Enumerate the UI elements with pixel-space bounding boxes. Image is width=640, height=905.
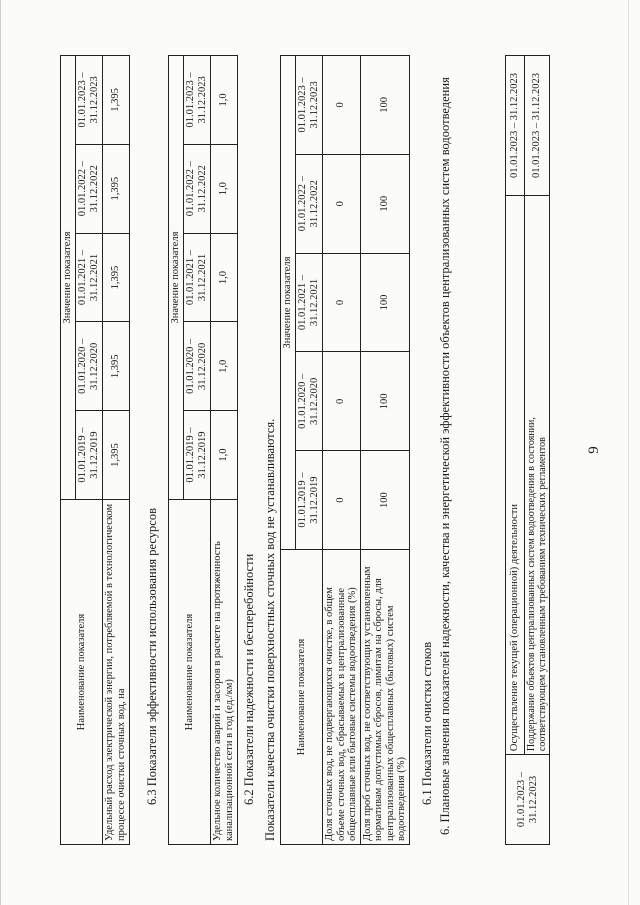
table-row (103, 56, 130, 845)
indicator-name-cell: Доля проб сточных вод, не соответствующих установленным нормативам допустимых сбросов, лимитам на сбросы, для централизованных общесплавных (бытовых) систем водоотведения (%) (360, 550, 409, 845)
period-header: 01.01.2019 – 31.12.2019 (76, 411, 103, 500)
name-header: Наименование показателя (61, 500, 103, 845)
value-cell: 1,395 (103, 411, 130, 500)
period-header: 01.01.2023 – 31.12.2023 (76, 56, 103, 145)
page-number: 9 (586, 446, 602, 454)
indicator-name-cell: Доля сточных вод, не подвергающихся очистке, в общем объеме сточных вод, сбрасываемых в централизованные общесплавные или бытовые системы водоотведения (%) (323, 550, 361, 845)
section-6-heading: 6. Плановые значения показателей надежности, качества и энергетической эффективности объектов централизованных систем водоотведения (438, 77, 452, 835)
value-header: Значение показателя (281, 56, 296, 550)
value-cell: 1,395 (103, 56, 130, 145)
indicator-name-cell: Удельное количество аварий и засоров в расчете на протяженность канализационной сети в год (ед./км) (211, 500, 238, 845)
value-cell: 100 (360, 451, 409, 550)
value-cell: 0 (323, 154, 361, 253)
period-header: 01.01.2021 – 31.12.2021 (296, 253, 323, 352)
period-header: 01.01.2022 – 31.12.2022 (184, 144, 211, 233)
value-cell: 100 (360, 56, 409, 155)
operations-period-cell: 01.01.2023 – 31.12.2023 (506, 755, 550, 845)
period-header: 01.01.2019 – 31.12.2019 (296, 451, 323, 550)
period-header: 01.01.2023 – 31.12.2023 (296, 56, 323, 155)
table-row (506, 56, 525, 845)
scan-edge (0, 0, 1, 905)
value-cell: 0 (323, 253, 361, 352)
period-header: 01.01.2019 – 31.12.2019 (184, 411, 211, 500)
value-cell: 1,0 (211, 233, 238, 322)
section-6-1-heading: 6.1 Показатели очистки стоков (420, 641, 434, 805)
operations-dates-cell: 01.01.2023 – 31.12.2023 (506, 56, 525, 196)
value-cell: 0 (323, 56, 361, 155)
operations-table (505, 55, 550, 845)
table-row (211, 56, 238, 845)
period-header: 01.01.2022 – 31.12.2022 (76, 144, 103, 233)
surface-water-note: Показатели качества очистки поверхностных сточных вод не устанавливаются. (263, 418, 277, 841)
value-cell: 1,395 (103, 233, 130, 322)
name-header: Наименование показателя (281, 550, 323, 845)
value-cell: 0 (323, 451, 361, 550)
period-header: 01.01.2020 – 31.12.2020 (296, 352, 323, 451)
section-6-2-heading: 6.2 Показатели надежности и бесперебойности (242, 553, 256, 805)
resource-efficiency-table (60, 55, 130, 845)
section-6-3-heading: 6.3 Показатели эффективности использования ресурсов (145, 508, 159, 805)
indicator-name-cell: Удельный расход электрической энергии, потребляемой в технологическом процессе очистки сточных вод, на (103, 500, 130, 845)
period-header: 01.01.2022 – 31.12.2022 (296, 154, 323, 253)
value-cell: 1,0 (211, 56, 238, 145)
table-row (281, 56, 296, 845)
operations-activity-cell: Осуществление текущей (операционной) деятельности (506, 195, 525, 754)
value-cell: 1,0 (211, 411, 238, 500)
table-row (169, 56, 184, 845)
table-row (61, 56, 76, 845)
period-header: 01.01.2021 – 31.12.2021 (184, 233, 211, 322)
period-header: 01.01.2020 – 31.12.2020 (184, 322, 211, 411)
value-cell: 1,0 (211, 144, 238, 233)
table-row (525, 56, 550, 845)
name-header: Наименование показателя (169, 500, 211, 845)
value-cell: 100 (360, 154, 409, 253)
value-cell: 1,0 (211, 322, 238, 411)
value-header: Значение показателя (169, 56, 184, 500)
value-cell: 0 (323, 352, 361, 451)
value-cell: 1,395 (103, 322, 130, 411)
value-cell: 100 (360, 253, 409, 352)
value-cell: 1,395 (103, 144, 130, 233)
value-cell: 100 (360, 352, 409, 451)
period-header: 01.01.2021 – 31.12.2021 (76, 233, 103, 322)
table-row (323, 56, 361, 845)
operations-dates-cell: 01.01.2023 – 31.12.2023 (525, 56, 550, 196)
scan-edge (628, 0, 629, 905)
period-header: 01.01.2023 – 31.12.2023 (184, 56, 211, 145)
period-header: 01.01.2020 – 31.12.2020 (76, 322, 103, 411)
wastewater-treatment-table (280, 55, 410, 845)
value-header: Значение показателя (61, 56, 76, 500)
operations-activity-cell: Поддержание объектов централизованных систем водоотведения в состоянии, соответствующем установленным требованиям технических регламентов (525, 195, 550, 754)
reliability-table (168, 55, 238, 845)
table-row (360, 56, 409, 845)
